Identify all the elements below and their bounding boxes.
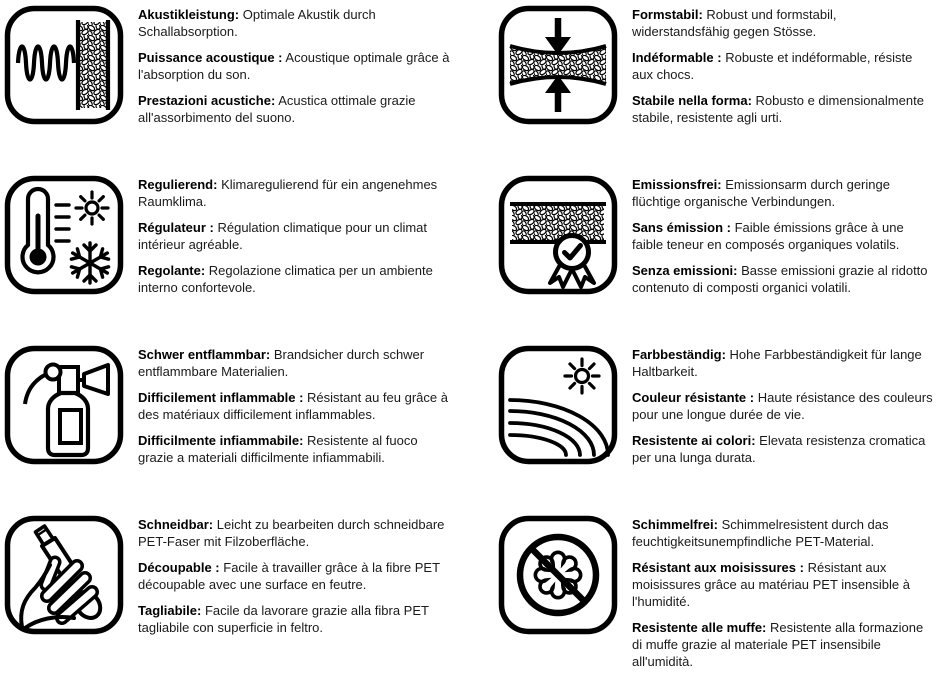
feature-texts bbox=[138, 175, 456, 305]
feature-label: Resistente ai colori: bbox=[632, 433, 756, 448]
feature-label: Sans émission : bbox=[632, 220, 731, 235]
feature-label: Couleur résistante : bbox=[632, 390, 755, 405]
feature-desc: Emissionsarm durch geringe flüchtige organische Verbindungen. bbox=[632, 177, 890, 209]
feature-text-it bbox=[632, 262, 936, 296]
feature-desc: Facile da lavorare grazie alla fibra PET tagliabile con superficie in feltro. bbox=[138, 603, 429, 635]
sound-absorption-icon bbox=[4, 5, 124, 125]
feature-text-fr bbox=[632, 559, 936, 610]
feature-desc: Klimaregulierend für ein angenehmes Raumklima. bbox=[138, 177, 438, 209]
feature-desc: Schimmelresistent durch das feuchtigkeitsunempfindliche PET-Material. bbox=[632, 517, 889, 549]
feature-label: Schneidbar: bbox=[138, 517, 214, 532]
feature-desc: Robusto e dimensionalmente stabile, resistente agli urti. bbox=[632, 93, 924, 125]
feature-text-it bbox=[138, 262, 456, 296]
feature-desc: Robust und formstabil, widerstandsfähig gegen Stösse. bbox=[632, 7, 837, 39]
feature-desc: Elevata resistenza cromatica per una lunga durata. bbox=[632, 433, 926, 465]
feature-desc: Resistente alla formazione di muffe grazie al materiale PET insensibile all'umidità. bbox=[632, 620, 924, 669]
feature-text-de bbox=[632, 516, 936, 550]
feature-card-formstable bbox=[481, 0, 936, 170]
feature-label: Regulierend: bbox=[138, 177, 218, 192]
feature-desc: Brandsicher durch schwer entflammbare Materialien. bbox=[138, 347, 425, 379]
feature-text-it bbox=[138, 92, 456, 126]
feature-text-fr bbox=[138, 219, 456, 253]
feature-label: Tagliabile: bbox=[138, 603, 202, 618]
feature-texts bbox=[632, 515, 936, 679]
feature-label: Découpable : bbox=[138, 560, 220, 575]
feature-card-colorfast bbox=[481, 340, 936, 510]
feature-label: Indéformable : bbox=[632, 50, 722, 65]
feature-desc: Résistant aux moisissures grâce au matériau PET insensible à l'humidité. bbox=[632, 560, 910, 609]
feature-card-acoustic bbox=[0, 0, 481, 170]
feature-card-flame bbox=[0, 340, 481, 510]
feature-label: Senza emissioni: bbox=[632, 263, 738, 278]
compression-arrows-icon bbox=[498, 5, 618, 125]
feature-card-cuttable bbox=[0, 510, 481, 680]
feature-desc: Resistente al fuoco grazie a materiali difficilmente infiammabili. bbox=[138, 433, 418, 465]
feature-texts bbox=[632, 345, 936, 475]
feature-card-emission bbox=[481, 170, 936, 340]
feature-label: Akustikleistung: bbox=[138, 7, 240, 22]
thermometer-sun-snowflake-icon bbox=[4, 175, 124, 295]
low-emission-certificate-icon bbox=[498, 175, 618, 295]
feature-text-it bbox=[138, 432, 456, 466]
feature-label: Prestazioni acustiche: bbox=[138, 93, 276, 108]
feature-label: Formstabil: bbox=[632, 7, 703, 22]
feature-desc: Regolazione climatica per un ambiente interno confortevole. bbox=[138, 263, 433, 295]
feature-desc: Acoustique optimale grâce à l'absorption du son. bbox=[138, 50, 450, 82]
feature-texts bbox=[138, 5, 456, 135]
hand-cutter-icon bbox=[4, 515, 124, 635]
feature-text-de bbox=[632, 346, 936, 380]
feature-desc: Facile à travailler grâce à la fibre PET découpable avec une surface en feutre. bbox=[138, 560, 440, 592]
feature-texts bbox=[632, 5, 936, 135]
feature-label: Stabile nella forma: bbox=[632, 93, 752, 108]
feature-desc: Robuste et indéformable, résiste aux chocs. bbox=[632, 50, 913, 82]
feature-card-climate bbox=[0, 170, 481, 340]
feature-text-de bbox=[138, 176, 456, 210]
feature-text-de bbox=[138, 6, 456, 40]
feature-label: Emissionsfrei: bbox=[632, 177, 722, 192]
feature-label: Schimmelfrei: bbox=[632, 517, 718, 532]
rainbow-sun-icon bbox=[498, 345, 618, 465]
feature-card-mold bbox=[481, 510, 936, 680]
feature-text-fr bbox=[632, 49, 936, 83]
feature-texts bbox=[138, 515, 456, 645]
feature-label: Régulateur : bbox=[138, 220, 214, 235]
feature-label: Résistant aux moisissures : bbox=[632, 560, 804, 575]
feature-text-it bbox=[138, 602, 456, 636]
feature-label: Regolante: bbox=[138, 263, 206, 278]
feature-label: Farbbeständig: bbox=[632, 347, 726, 362]
feature-desc: Hohe Farbbeständigkeit für lange Haltbarkeit. bbox=[632, 347, 922, 379]
feature-text-de bbox=[138, 346, 456, 380]
feature-desc: Résistant au feu grâce à des matériaux difficilement inflammables. bbox=[138, 390, 448, 422]
feature-text-fr bbox=[632, 219, 936, 253]
feature-texts bbox=[138, 345, 456, 475]
feature-desc: Optimale Akustik durch Schallabsorption. bbox=[138, 7, 376, 39]
feature-text-it bbox=[632, 92, 936, 126]
feature-desc: Basse emissioni grazie al ridotto contenuto di composti organici volatili. bbox=[632, 263, 928, 295]
fire-extinguisher-icon bbox=[4, 345, 124, 465]
feature-label: Difficilmente infiammabile: bbox=[138, 433, 304, 448]
feature-text-fr bbox=[138, 389, 456, 423]
feature-text-it bbox=[632, 619, 936, 670]
feature-text-de bbox=[632, 6, 936, 40]
feature-desc: Acustica ottimale grazie all'assorbimento del suono. bbox=[138, 93, 416, 125]
feature-desc: Haute résistance des couleurs pour une longue durée de vie. bbox=[632, 390, 933, 422]
feature-desc: Régulation climatique pour un climat intérieur agréable. bbox=[138, 220, 428, 252]
feature-desc: Faible émissions grâce à une faible teneur en composés organiques volatils. bbox=[632, 220, 904, 252]
feature-text-fr bbox=[138, 559, 456, 593]
feature-label: Difficilement inflammable : bbox=[138, 390, 304, 405]
feature-label: Schwer entflammbar: bbox=[138, 347, 271, 362]
feature-text-fr bbox=[138, 49, 456, 83]
feature-texts bbox=[632, 175, 936, 305]
feature-text-de bbox=[138, 516, 456, 550]
feature-label: Resistente alle muffe: bbox=[632, 620, 767, 635]
feature-text-de bbox=[632, 176, 936, 210]
feature-desc: Leicht zu bearbeiten durch schneidbare PET-Faser mit Filzoberfläche. bbox=[138, 517, 445, 549]
no-mold-icon bbox=[498, 515, 618, 635]
feature-label: Puissance acoustique : bbox=[138, 50, 283, 65]
feature-text-fr bbox=[632, 389, 936, 423]
feature-text-it bbox=[632, 432, 936, 466]
